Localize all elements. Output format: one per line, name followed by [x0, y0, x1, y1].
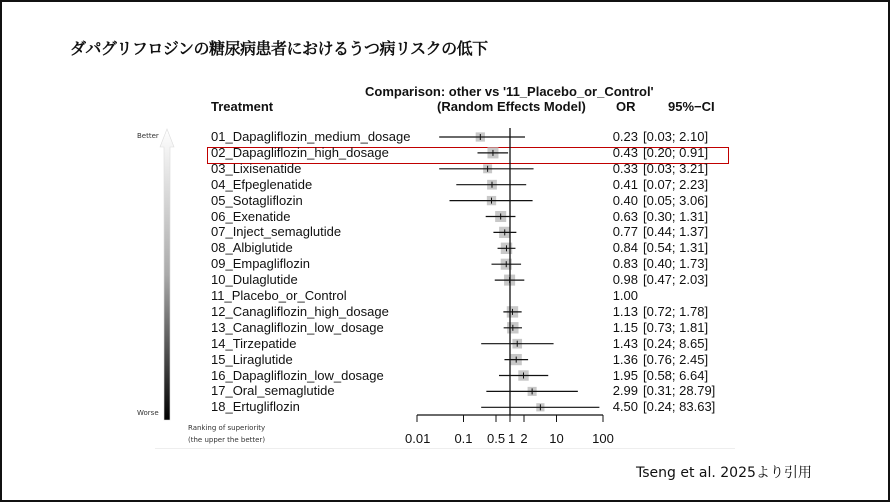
ci-value: [0.30; 1.31] — [643, 208, 709, 224]
or-value: 1.15 — [612, 319, 638, 335]
x-tick-label: 10 — [549, 431, 564, 446]
treatment-label: 18_Ertugliflozin — [211, 399, 300, 415]
or-value: 0.40 — [612, 192, 638, 208]
or-value: 1.13 — [612, 303, 638, 319]
ci-value: [0.07; 2.23] — [643, 176, 709, 192]
treatment-label: 07_Inject_semaglutide — [211, 224, 342, 240]
or-value: 0.84 — [612, 240, 638, 256]
ci-value: [0.24; 8.65] — [643, 335, 709, 351]
x-tick-label: 2 — [520, 431, 528, 446]
ranking-arrow-icon — [160, 129, 174, 420]
ci-value: [0.76; 2.45] — [643, 351, 709, 367]
or-value: 0.41 — [612, 176, 638, 192]
or-value: 1.43 — [612, 335, 638, 351]
or-value: 0.77 — [612, 224, 638, 240]
ci-value: [0.73; 1.81] — [643, 319, 709, 335]
chart-title: Comparison: other vs '11_Placebo_or_Control' — [365, 84, 654, 99]
or-value: 0.23 — [612, 129, 638, 144]
x-tick-label: 0.01 — [405, 431, 431, 446]
or-header: OR — [616, 99, 636, 114]
divider — [155, 448, 735, 449]
ranking-caption-sub: (the upper the better) — [188, 436, 266, 444]
treatment-label: 08_Albiglutide — [211, 240, 293, 256]
ci-value: [0.31; 28.79] — [643, 383, 716, 399]
ci-value: [0.47; 2.03] — [643, 272, 709, 288]
or-value: 2.99 — [612, 383, 638, 399]
ci-value: [0.03; 2.10] — [643, 129, 709, 144]
treatment-label: 05_Sotagliflozin — [211, 192, 303, 208]
or-value: 1.36 — [612, 351, 638, 367]
treatment-label: 09_Empagliflozin — [211, 256, 311, 272]
treatment-label: 13_Canagliflozin_low_dosage — [211, 319, 384, 335]
ci-value: [0.44; 1.37] — [643, 224, 709, 240]
citation: Tseng et al. 2025より引用 — [636, 465, 812, 481]
ci-header: 95%−CI — [668, 99, 715, 114]
treatment-label: 11_Placebo_or_Control — [211, 288, 347, 303]
ranking-caption: Ranking of superiority — [188, 424, 266, 432]
worse-label: Worse — [137, 409, 159, 417]
ci-value: [0.72; 1.78] — [643, 303, 709, 319]
treatment-label: 14_Tirzepatide — [211, 335, 297, 351]
ci-value: [0.20; 0.91] — [643, 144, 709, 160]
better-label: Better — [137, 132, 159, 140]
chart-subtitle: (Random Effects Model) — [437, 99, 586, 114]
treatment-label: 10_Dulaglutide — [211, 272, 298, 288]
or-value: 0.33 — [612, 160, 638, 176]
x-tick-label: 0.5 — [487, 431, 506, 446]
treatment-label: 03_Lixisenatide — [211, 160, 302, 176]
or-value: 0.63 — [612, 208, 638, 224]
treatment-header: Treatment — [211, 99, 274, 114]
x-tick-label: 1 — [508, 431, 516, 446]
ci-value: [0.58; 6.64] — [643, 367, 709, 383]
or-value: 1.95 — [612, 367, 638, 383]
or-value: 1.00 — [612, 288, 638, 303]
ci-value: [0.40; 1.73] — [643, 256, 709, 272]
or-value: 0.83 — [612, 256, 638, 272]
ci-value: [0.03; 3.21] — [643, 160, 709, 176]
or-value: 0.98 — [612, 272, 638, 288]
treatment-label: 17_Oral_semaglutide — [211, 383, 335, 399]
treatment-label: 12_Canagliflozin_high_dosage — [211, 303, 389, 319]
ci-value: [0.54; 1.31] — [643, 240, 709, 256]
ci-value: [0.05; 3.06] — [643, 192, 709, 208]
treatment-label: 15_Liraglutide — [211, 351, 293, 367]
treatment-label: 06_Exenatide — [211, 208, 291, 224]
ci-value: [0.24; 83.63] — [643, 399, 716, 415]
treatment-label: 04_Efpeglenatide — [211, 176, 313, 192]
treatment-label: 02_Dapagliflozin_high_dosage — [211, 144, 389, 160]
x-tick-label: 100 — [592, 431, 614, 446]
or-value: 4.50 — [612, 399, 638, 415]
or-value: 0.43 — [612, 144, 638, 160]
slide-title: ダパグリフロジンの糖尿病患者におけるうつ病リスクの低下 — [70, 39, 488, 58]
treatment-label: 16_Dapagliflozin_low_dosage — [211, 367, 384, 383]
x-tick-label: 0.1 — [454, 431, 473, 446]
treatment-label: 01_Dapagliflozin_medium_dosage — [211, 129, 411, 144]
